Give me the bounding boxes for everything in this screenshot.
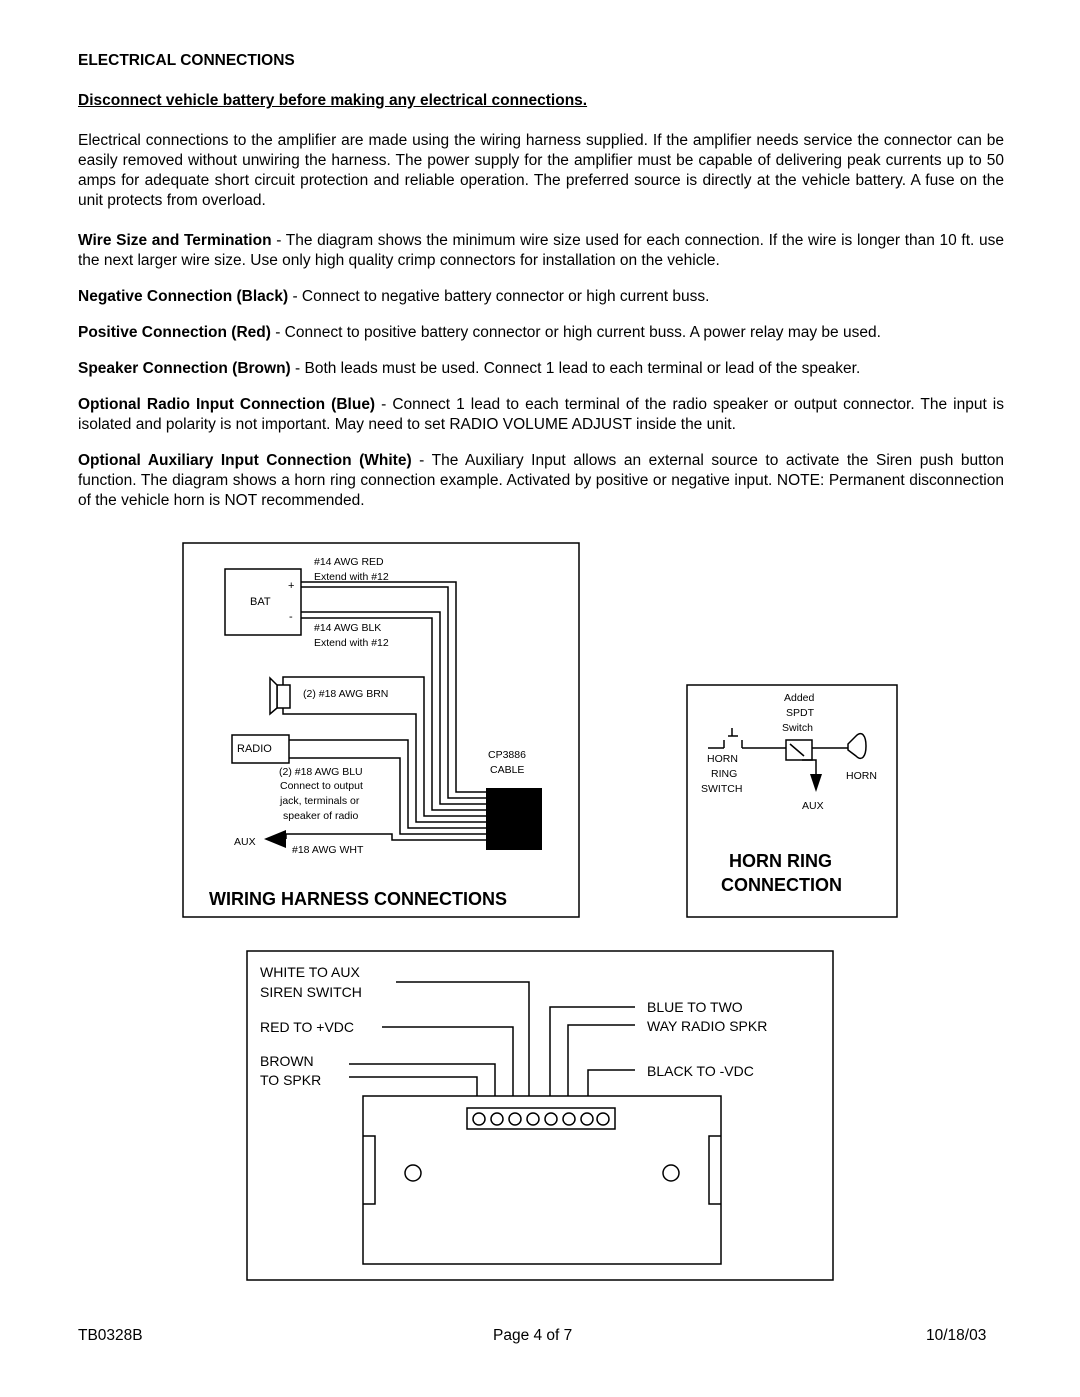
mount-hole-left <box>405 1165 421 1181</box>
blk-extend-label: Extend with #12 <box>314 637 389 649</box>
black-label: BLACK TO -VDC <box>647 1063 754 1079</box>
aux-label: AUX <box>234 836 256 848</box>
harness-title: WIRING HARNESS CONNECTIONS <box>209 889 508 909</box>
intro-paragraph <box>78 131 1004 211</box>
wht-wire-label: #18 AWG WHT <box>292 844 364 856</box>
ring-label-3: SWITCH <box>701 783 743 795</box>
positive-lead: Positive Connection (Red) <box>78 324 271 341</box>
horn-title-1: HORN RING <box>729 851 832 871</box>
wire-size-text: - The diagram shows the minimum wire size used for each connection. If the wire is longer than 10 ft. use the next larger wire size. Use only high quality crimp connectors for installation on the vehicle. <box>78 232 1004 269</box>
radio-lead: Optional Radio Input Connection (Blue) <box>78 396 376 413</box>
red-wire-label: #14 AWG RED <box>314 556 384 568</box>
radio-paragraph <box>78 395 1004 435</box>
brn-wire-label: (2) #18 AWG BRN <box>303 688 389 700</box>
added-label-2: SPDT <box>786 707 815 719</box>
blu-note-2: jack, terminals or <box>280 795 360 807</box>
cable-label-1: CP3886 <box>488 749 526 761</box>
blu-wire-label: (2) #18 AWG BLU <box>279 766 363 778</box>
wire-size-paragraph <box>78 231 1004 271</box>
intro-text: Electrical connections to the amplifier are made using the wiring harness supplied. If the amplifier needs service the connector can be easily removed without unwiring the harness. The power supply for the amplifier must be capable of delivering peak currents up to 50 amps for adequate short circuit protection and reliable operation. The preferred source is directly at the vehicle battery. A fuse on the unit protects from overload. <box>78 132 1004 209</box>
negative-paragraph <box>78 287 1004 307</box>
battery-warning: Disconnect vehicle battery before making any electrical connections. <box>78 92 588 109</box>
white-label-1: WHITE TO AUX <box>260 964 360 980</box>
connector-diagram <box>246 950 834 1281</box>
mount-hole-right <box>663 1165 679 1181</box>
aux-paragraph <box>78 451 1004 511</box>
speaker-text: - Both leads must be used. Connect 1 lead to each terminal or lead of the speaker. <box>290 360 861 377</box>
positive-text: - Connect to positive battery connector or high current buss. A power relay may be used. <box>270 324 881 341</box>
blk-wire-label: #14 AWG BLK <box>314 622 382 634</box>
horn-label: HORN <box>846 770 877 782</box>
blue-label-2: WAY RADIO SPKR <box>647 1018 768 1034</box>
plus-label: + <box>288 580 295 592</box>
minus-label: - <box>289 611 293 623</box>
footer-doc-id: TB0328B <box>78 1327 143 1344</box>
blu-note-1: Connect to output <box>280 780 363 792</box>
speaker-icon <box>277 685 290 708</box>
cable-connector <box>486 788 542 850</box>
aux-text: - The Auxiliary Input allows an external source to activate the Siren push button function. The diagram shows a horn ring connection example. Activated by positive or negative input. NOTE: Permanent disconnection of the vehicle horn is NOT recommended. <box>78 452 1004 509</box>
positive-paragraph <box>78 323 1004 343</box>
radio-label: RADIO <box>237 743 272 755</box>
aux-lead: Optional Auxiliary Input Connection (White) <box>78 452 412 469</box>
wire-size-lead: Wire Size and Termination <box>78 232 272 249</box>
horn-aux-label: AUX <box>802 800 824 812</box>
blu-note-3: speaker of radio <box>283 810 359 822</box>
footer-page: Page 4 of 7 <box>493 1327 573 1344</box>
added-label-3: Switch <box>782 722 813 734</box>
red-label: RED TO +VDC <box>260 1019 355 1035</box>
horn-title-2: CONNECTION <box>721 875 842 895</box>
section-title: ELECTRICAL CONNECTIONS <box>78 52 295 69</box>
bat-label: BAT <box>250 596 271 608</box>
blue-label-1: BLUE TO TWO <box>647 999 743 1015</box>
horn-ring-diagram <box>686 684 898 918</box>
wiring-harness-diagram <box>182 542 580 918</box>
white-label-2: SIREN SWITCH <box>260 984 362 1000</box>
brown-label-2: TO SPKR <box>260 1072 322 1088</box>
red-extend-label: Extend with #12 <box>314 571 389 583</box>
speaker-lead: Speaker Connection (Brown) <box>78 360 291 377</box>
spdt-switch-box <box>786 740 812 760</box>
brown-label-1: BROWN <box>260 1053 314 1069</box>
footer-date: 10/18/03 <box>926 1327 987 1344</box>
speaker-paragraph <box>78 359 1004 379</box>
radio-text: - Connect 1 lead to each terminal of the radio speaker or output connector. The input is isolated and polarity is not important. May need to set RADIO VOLUME ADJUST inside the unit. <box>78 396 1004 433</box>
negative-lead: Negative Connection (Black) <box>78 288 289 305</box>
ring-label-1: HORN <box>707 753 738 765</box>
ring-label-2: RING <box>711 768 738 780</box>
added-label-1: Added <box>784 692 815 704</box>
cable-label-2: CABLE <box>490 764 525 776</box>
negative-text: - Connect to negative battery connector or high current buss. <box>288 288 710 305</box>
